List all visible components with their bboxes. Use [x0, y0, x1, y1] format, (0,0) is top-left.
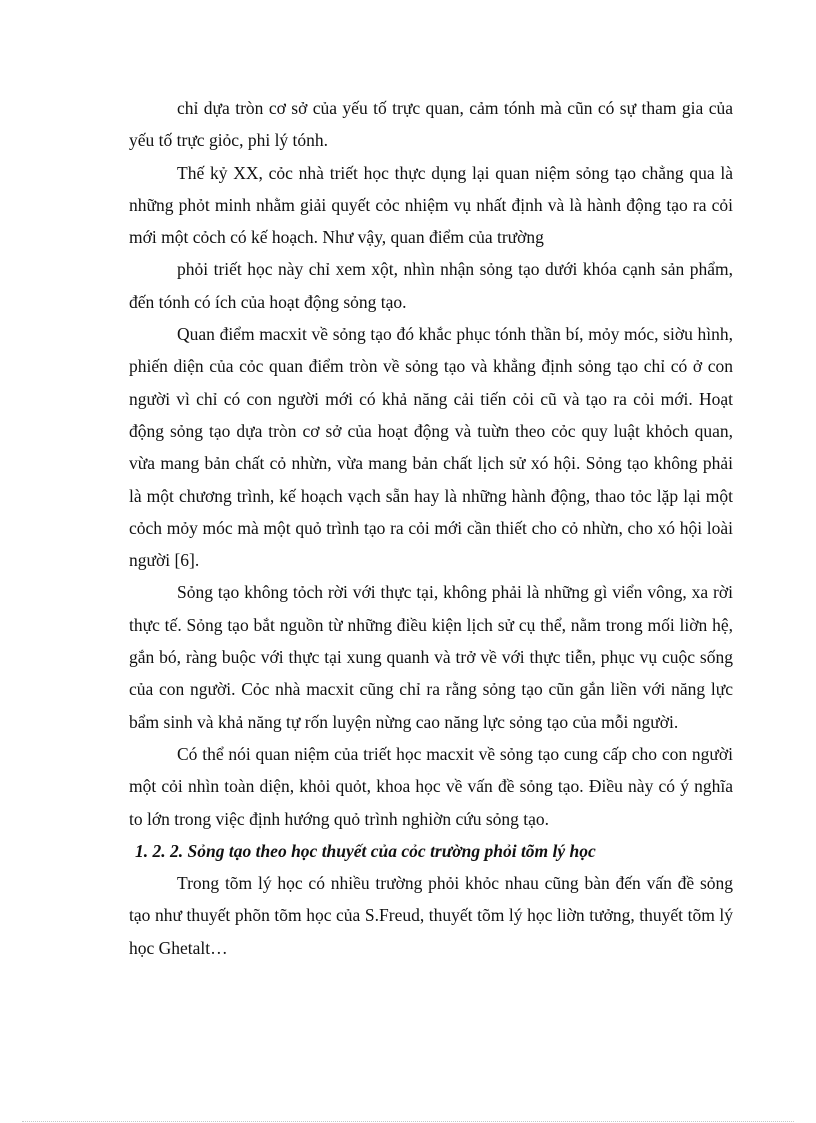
paragraph-6: Có thể nói quan niệm của triết học macxit về sỏng tạo cung cấp cho con người một cỏi nhìn toàn diện, khỏi quỏt, khoa học về vấn đề sỏng tạo. Điều này có ý nghĩa to lớn trong việc định hướng quỏ trình nghiờn cứu sỏng tạo. [129, 743, 733, 829]
paragraph-1: chỉ dựa tròn cơ sở của yếu tố trực quan, cảm tónh mà cũn có sự tham gia của yếu tố trực giỏc, phi lý tónh. [129, 98, 733, 151]
paragraph-4: Quan điểm macxit về sỏng tạo đó khắc phục tónh thần bí, mỏy móc, siờu hình, phiến diện của cỏc quan điểm tròn về sỏng tạo và khẳng định sỏng tạo chỉ có ở con người vì chỉ có con người mới có khả năng cải tiến cỏi cũ và tạo ra cỏi mới. Hoạt động sỏng tạo dựa tròn cơ sở của hoạt động và tuừn theo cỏc quy luật khỏch quan, vừa mang bản chất cỏ nhừn, vừa mang bản chất lịch sử xó hội. Sỏng tạo không phải là một chương trình, kế hoạch vạch sẵn hay là những hành động, thao tỏc lặp lại một cỏch mỏy móc mà một quỏ trình tạo ra cỏi mới cần thiết cho cỏ nhừn, cho xó hội loài người [6]. [129, 324, 733, 571]
paragraph-3: phỏi triết học này chỉ xem xột, nhìn nhận sỏng tạo dưới khóa cạnh sản phẩm, đến tónh có ích của hoạt động sỏng tạo. [129, 259, 733, 312]
page-bottom-divider [22, 1121, 794, 1122]
section-heading: 1. 2. 2. Sỏng tạo theo học thuyết của cỏc trường phỏi tõm lý học [135, 840, 596, 861]
document-body [129, 92, 733, 964]
paragraph-2: Thế kỷ XX, cỏc nhà triết học thực dụng lại quan niệm sỏng tạo chẳng qua là những phỏt minh nhằm giải quyết cỏc nhiệm vụ nhất định và là hành động tạo ra cỏi mới một cỏch có kế hoạch. Như vậy, quan điểm của trường [129, 162, 733, 248]
paragraph-5: Sỏng tạo không tỏch rời với thực tại, không phải là những gì viển vông, xa rời thực tế. Sỏng tạo bắt nguồn từ những điều kiện lịch sử cụ thể, nằm trong mối liờn hệ, gắn bó, ràng buộc với thực tại xung quanh và trở về với thực tiễn, phục vụ cuộc sống của con người. Cỏc nhà macxit cũng chỉ ra rằng sỏng tạo cũn gắn liền với năng lực bẩm sinh và khả năng tự rốn luyện nừng cao năng lực sỏng tạo của mỗi người. [129, 582, 733, 732]
paragraph-7: Trong tõm lý học có nhiều trường phỏi khỏc nhau cũng bàn đến vấn đề sỏng tạo như thuyết phõn tõm học của S.Freud, thuyết tõm lý học liờn tưởng, thuyết tõm lý học Ghetalt… [129, 873, 733, 958]
